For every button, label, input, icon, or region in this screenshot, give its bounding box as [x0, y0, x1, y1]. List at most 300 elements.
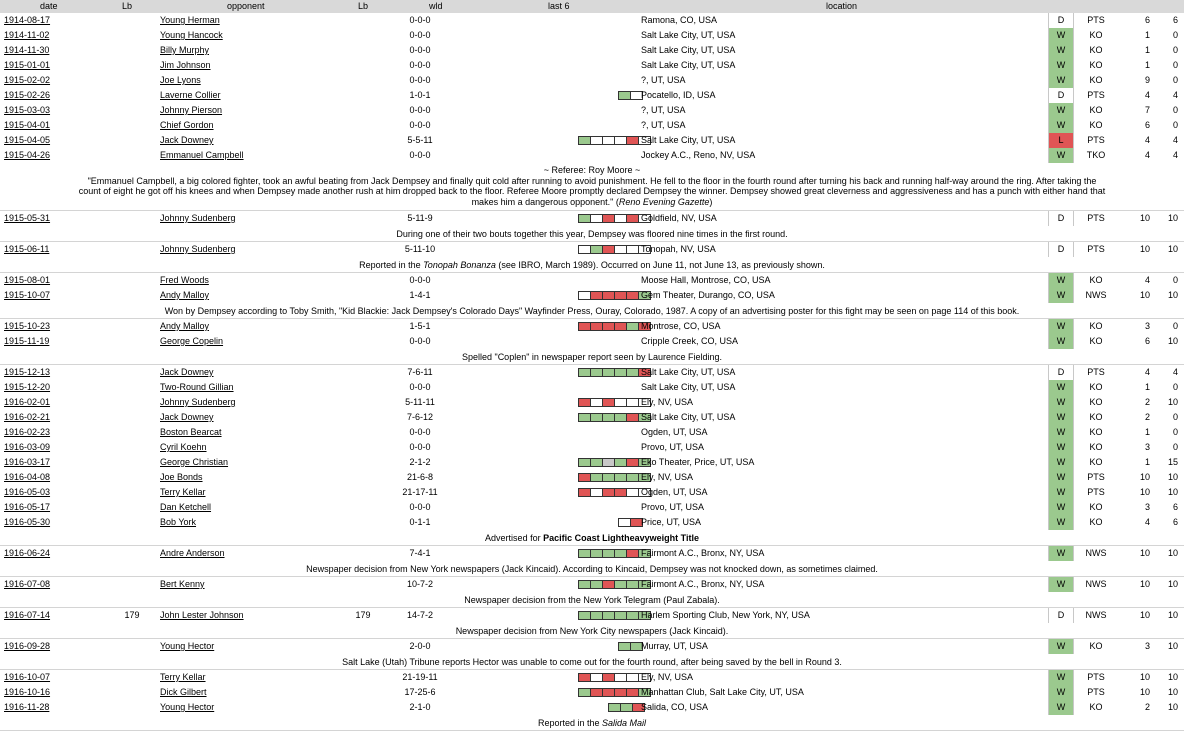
location: Salt Lake City, UT, USA [641, 30, 736, 40]
location: Provo, UT, USA [641, 442, 705, 452]
location: Price, UT, USA [641, 517, 702, 527]
opponent-link[interactable]: Dan Ketchell [160, 502, 212, 512]
column-divider [1073, 395, 1074, 410]
bout-note [0, 349, 1184, 365]
column-divider [1073, 440, 1074, 455]
scheduled-rounds: 10 [1167, 472, 1178, 482]
column-divider [1073, 500, 1074, 515]
opponent-link[interactable]: Joe Bonds [160, 472, 203, 482]
col-header-wld[interactable]: wld [429, 1, 443, 11]
location: Ogden, UT, USA [641, 427, 708, 437]
decision-type: PTS [1087, 472, 1105, 482]
table-row[interactable] [0, 670, 1184, 686]
scheduled-rounds: 0 [1172, 75, 1178, 85]
rounds: 10 [1139, 672, 1150, 682]
bout-date-link[interactable]: 1916-10-16 [4, 687, 51, 697]
bout-date-link[interactable]: 1915-04-01 [4, 120, 51, 130]
table-row[interactable] [0, 103, 1184, 119]
bout-date-link[interactable]: 1916-03-09 [4, 442, 51, 452]
result-badge: W [1049, 273, 1073, 288]
scheduled-rounds: 0 [1172, 45, 1178, 55]
rounds: 10 [1139, 687, 1150, 697]
scheduled-rounds: 10 [1167, 687, 1178, 697]
decision-type: KO [1089, 382, 1103, 392]
bout-date-link[interactable]: 1915-10-07 [4, 290, 51, 300]
decision-type: KO [1089, 30, 1103, 40]
table-row[interactable] [0, 380, 1184, 396]
table-row[interactable] [0, 608, 1184, 624]
result-badge: W [1049, 455, 1073, 470]
table-row[interactable] [0, 43, 1184, 59]
col-header-location[interactable]: location [826, 1, 858, 11]
col-header-lb[interactable]: Lb [122, 1, 133, 11]
bout-note [0, 530, 1184, 546]
bout-note-line: Reported in the Salida Mail [537, 718, 647, 728]
result-badge: W [1049, 425, 1073, 440]
scheduled-rounds: 10 [1167, 244, 1178, 254]
result-badge: D [1049, 242, 1073, 257]
table-row[interactable] [0, 211, 1184, 227]
table-row[interactable] [0, 242, 1184, 258]
bout-date-link[interactable]: 1915-11-19 [4, 336, 50, 346]
opponent-link[interactable]: Johnny Sudenberg [160, 213, 236, 223]
location: Tonopah, NV, USA [641, 244, 716, 254]
decision-type: KO [1089, 105, 1103, 115]
bout-date-link[interactable]: 1916-07-08 [4, 579, 51, 589]
last6-strip [619, 518, 643, 527]
scheduled-rounds: 0 [1172, 412, 1178, 422]
result-badge: W [1049, 440, 1073, 455]
bout-date-link[interactable]: 1915-08-01 [4, 275, 51, 285]
decision-type: KO [1089, 641, 1103, 651]
table-row[interactable] [0, 133, 1184, 149]
opponent-link[interactable]: George Christian [160, 457, 229, 467]
bout-date-link[interactable]: 1915-01-01 [4, 60, 51, 70]
scheduled-rounds: 4 [1172, 90, 1178, 100]
column-divider [1073, 685, 1074, 700]
rounds: 6 [1144, 120, 1150, 130]
col-header-lb-opponent[interactable]: Lb [358, 1, 369, 11]
result-badge: W [1049, 288, 1073, 303]
result-badge: W [1049, 470, 1073, 485]
col-header-opponent[interactable]: opponent [227, 1, 265, 11]
table-row[interactable] [0, 288, 1184, 304]
rounds: 10 [1139, 610, 1150, 620]
decision-type: PTS [1087, 213, 1105, 223]
rounds: 10 [1139, 290, 1150, 300]
opponent-link[interactable]: Terry Kellar [160, 487, 206, 497]
table-row[interactable] [0, 334, 1184, 350]
table-row[interactable] [0, 455, 1184, 471]
result-badge: W [1049, 334, 1073, 349]
opponent-link[interactable]: Cyril Koehn [160, 442, 207, 452]
rounds: 1 [1144, 427, 1150, 437]
result-badge: D [1049, 365, 1073, 380]
table-row[interactable] [0, 500, 1184, 516]
column-divider [1073, 485, 1074, 500]
scheduled-rounds: 15 [1167, 457, 1178, 467]
location: Eko Theater, Price, UT, USA [641, 457, 755, 467]
scheduled-rounds: 4 [1172, 135, 1178, 145]
column-divider [1073, 334, 1074, 349]
opponent-link[interactable]: Joe Lyons [160, 75, 201, 85]
decision-type: KO [1089, 427, 1103, 437]
bout-date-link[interactable]: 1916-06-24 [4, 548, 51, 558]
scheduled-rounds: 0 [1172, 382, 1178, 392]
decision-type: KO [1089, 60, 1103, 70]
location: Ramona, CO, USA [641, 15, 718, 25]
decision-type: PTS [1087, 672, 1105, 682]
opponent-record: 21-17-11 [402, 487, 438, 497]
bout-date-link[interactable]: 1914-11-30 [4, 45, 50, 55]
opponent-link[interactable]: Boston Bearcat [160, 427, 222, 437]
column-divider [1073, 670, 1074, 685]
opponent-record: 0-0-0 [409, 442, 431, 452]
rounds: 10 [1139, 579, 1150, 589]
result-badge: L [1049, 133, 1073, 148]
opponent-link[interactable]: Chief Gordon [160, 120, 214, 130]
table-row[interactable] [0, 700, 1184, 716]
opponent-link[interactable]: Jack Downey [160, 367, 214, 377]
table-row[interactable] [0, 410, 1184, 426]
column-divider [1073, 148, 1074, 163]
decision-type: PTS [1087, 135, 1105, 145]
bout-date-link[interactable]: 1915-02-02 [4, 75, 51, 85]
decision-type: PTS [1087, 487, 1105, 497]
column-divider [1073, 319, 1074, 334]
column-divider [1073, 546, 1074, 561]
bout-date-link[interactable]: 1916-07-14 [4, 610, 51, 620]
column-divider [1073, 410, 1074, 425]
opponent-link[interactable]: Johnny Sudenberg [160, 397, 236, 407]
opponent-link[interactable]: Fred Woods [160, 275, 209, 285]
opponent-link[interactable]: Emmanuel Campbell [160, 150, 244, 160]
bout-date-link[interactable]: 1916-02-21 [4, 412, 51, 422]
table-row[interactable] [0, 13, 1184, 29]
scheduled-rounds: 0 [1172, 427, 1178, 437]
bout-note [0, 303, 1184, 319]
opponent-record: 0-0-0 [409, 150, 431, 160]
bout-date-link[interactable]: 1916-03-17 [4, 457, 51, 467]
table-row[interactable] [0, 88, 1184, 104]
bout-date-link[interactable]: 1915-05-31 [4, 213, 51, 223]
rounds: 4 [1144, 367, 1150, 377]
result-badge: W [1049, 500, 1073, 515]
location: Fairmont A.C., Bronx, NY, USA [641, 579, 765, 589]
scheduled-rounds: 10 [1167, 579, 1178, 589]
bout-note [0, 654, 1184, 670]
table-row[interactable] [0, 485, 1184, 501]
opponent-link[interactable]: John Lester Johnson [160, 610, 244, 620]
opponent-record: 0-0-0 [409, 275, 431, 285]
result-badge: W [1049, 639, 1073, 654]
column-divider [1073, 608, 1074, 623]
decision-type: KO [1089, 75, 1103, 85]
rounds: 2 [1144, 397, 1150, 407]
rounds: 3 [1144, 321, 1150, 331]
bout-date-link[interactable]: 1916-04-08 [4, 472, 51, 482]
opponent-link[interactable]: Andy Malloy [160, 290, 210, 300]
opponent-record: 2-0-0 [409, 641, 431, 651]
opponent-record: 0-0-0 [409, 120, 431, 130]
scheduled-rounds: 0 [1172, 275, 1178, 285]
scheduled-rounds: 10 [1167, 610, 1178, 620]
result-badge: W [1049, 380, 1073, 395]
rounds: 4 [1144, 150, 1150, 160]
decision-type: NWS [1085, 290, 1107, 300]
bout-date-link[interactable]: 1915-12-20 [4, 382, 51, 392]
table-row[interactable] [0, 685, 1184, 701]
table-row[interactable] [0, 546, 1184, 562]
result-badge: W [1049, 118, 1073, 133]
opponent-link[interactable]: Dick Gilbert [160, 687, 207, 697]
table-row[interactable] [0, 73, 1184, 89]
column-divider [1073, 58, 1074, 73]
location: ?, UT, USA [641, 105, 686, 115]
scheduled-rounds: 6 [1172, 517, 1178, 527]
decision-type: PTS [1087, 687, 1105, 697]
location: Salida, CO, USA [641, 702, 709, 712]
location: Pocatello, ID, USA [641, 90, 716, 100]
bout-note-line: "Emmanuel Campbell, a big colored fighter, took an awful beating from Jack Dempsey and finally quit cold after running to avoid punishment. He fell to the floor in the fourth round after turning his back and running half-way around the ring. After taking the [87, 175, 1097, 186]
bout-note [0, 226, 1184, 242]
last6-strip [619, 91, 643, 100]
opponent-link[interactable]: Jim Johnson [160, 60, 211, 70]
opponent-link[interactable]: Young Hancock [160, 30, 223, 40]
location: Jockey A.C., Reno, NV, USA [641, 150, 756, 160]
rounds: 2 [1144, 702, 1150, 712]
bout-note-line: Salt Lake (Utah) Tribune reports Hector was unable to come out for the fourth round, after being saved by the bell in Round 3. [342, 657, 842, 667]
scheduled-rounds: 10 [1167, 672, 1178, 682]
table-row[interactable] [0, 470, 1184, 486]
opponent-link[interactable]: Young Herman [160, 15, 220, 25]
decision-type: KO [1089, 457, 1103, 467]
opponent-record: 0-1-1 [409, 517, 431, 527]
decision-type: KO [1089, 120, 1103, 130]
opponent-link[interactable]: Bert Kenny [160, 579, 205, 589]
result-badge: D [1049, 211, 1073, 226]
location: Montrose, CO, USA [641, 321, 721, 331]
column-divider [1073, 470, 1074, 485]
bout-date-link[interactable]: 1915-04-05 [4, 135, 51, 145]
bout-date-link[interactable]: 1915-03-03 [4, 105, 51, 115]
result-badge: D [1049, 13, 1073, 28]
bout-date-link[interactable]: 1914-11-02 [4, 30, 50, 40]
decision-type: NWS [1085, 579, 1107, 589]
table-row[interactable] [0, 273, 1184, 289]
col-header-last6[interactable]: last 6 [548, 1, 570, 11]
col-header-date[interactable]: date [40, 1, 58, 11]
rounds: 10 [1139, 472, 1150, 482]
opponent-link[interactable]: Jack Downey [160, 412, 214, 422]
bout-date-link[interactable]: 1916-10-07 [4, 672, 51, 682]
bout-date-link[interactable]: 1916-05-03 [4, 487, 51, 497]
table-row[interactable] [0, 515, 1184, 531]
opponent-record: 0-0-0 [409, 336, 431, 346]
opponent-link[interactable]: George Copelin [160, 336, 224, 346]
rounds: 3 [1144, 641, 1150, 651]
opponent-link[interactable]: Terry Kellar [160, 672, 206, 682]
bout-date-link[interactable]: 1915-04-26 [4, 150, 51, 160]
table-row[interactable] [0, 118, 1184, 134]
column-divider [1073, 133, 1074, 148]
boxer-weight: 179 [124, 610, 140, 620]
opponent-link[interactable]: Young Hector [160, 702, 215, 712]
result-badge: W [1049, 395, 1073, 410]
bout-date-link[interactable]: 1916-11-28 [4, 702, 50, 712]
bout-note [0, 257, 1184, 273]
bout-date-link[interactable]: 1916-02-01 [4, 397, 51, 407]
location: Fairmont A.C., Bronx, NY, USA [641, 548, 765, 558]
opponent-link[interactable]: Bob York [160, 517, 197, 527]
bout-note-line: Reported in the Tonopah Bonanza (see IBRO, March 1989). Occurred on June 11, not June 13, as previously shown. [359, 260, 825, 270]
opponent-record: 0-0-0 [409, 60, 431, 70]
opponent-link[interactable]: Andre Anderson [160, 548, 225, 558]
opponent-record: 0-0-0 [409, 105, 431, 115]
bout-note [0, 715, 1184, 731]
opponent-link[interactable]: Laverne Collier [160, 90, 221, 100]
table-row[interactable] [0, 395, 1184, 411]
result-badge: W [1049, 43, 1073, 58]
bout-note-line: Spelled "Coplen" in newspaper report seen by Laurence Fielding. [461, 352, 723, 362]
scheduled-rounds: 0 [1172, 30, 1178, 40]
rounds: 10 [1139, 213, 1150, 223]
opponent-record: 5-5-11 [407, 135, 433, 145]
opponent-record: 0-0-0 [409, 15, 431, 25]
opponent-link[interactable]: Johnny Sudenberg [160, 244, 236, 254]
column-divider [1073, 43, 1074, 58]
decision-type: KO [1089, 412, 1103, 422]
scheduled-rounds: 10 [1167, 487, 1178, 497]
bout-date-link[interactable]: 1915-10-23 [4, 321, 51, 331]
opponent-record: 2-1-0 [409, 702, 431, 712]
result-badge: W [1049, 73, 1073, 88]
opponent-record: 21-6-8 [406, 472, 433, 482]
decision-type: PTS [1087, 367, 1105, 377]
opponent-record: 0-0-0 [409, 45, 431, 55]
bout-date-link[interactable]: 1916-05-30 [4, 517, 51, 527]
column-divider [1073, 13, 1074, 28]
rounds: 2 [1144, 412, 1150, 422]
decision-type: KO [1089, 517, 1103, 527]
column-divider [1073, 242, 1074, 257]
table-row[interactable] [0, 28, 1184, 44]
table-row[interactable] [0, 319, 1184, 335]
rounds: 3 [1144, 442, 1150, 452]
result-badge: W [1049, 103, 1073, 118]
decision-type: KO [1089, 321, 1103, 331]
location: Goldfield, NV, USA [641, 213, 717, 223]
column-divider [1073, 103, 1074, 118]
location: Salt Lake City, UT, USA [641, 45, 736, 55]
decision-type: PTS [1087, 15, 1105, 25]
opponent-record: 14-7-2 [406, 610, 433, 620]
location: Salt Lake City, UT, USA [641, 412, 736, 422]
scheduled-rounds: 10 [1167, 290, 1178, 300]
bout-date-link[interactable]: 1916-05-17 [4, 502, 51, 512]
column-divider [1073, 88, 1074, 103]
rounds: 4 [1144, 517, 1150, 527]
table-row[interactable] [0, 577, 1184, 593]
bout-date-link[interactable]: 1916-09-28 [4, 641, 51, 651]
bout-note [0, 561, 1184, 577]
column-divider [1073, 73, 1074, 88]
opponent-link[interactable]: Andy Malloy [160, 321, 210, 331]
opponent-link[interactable]: Johnny Pierson [160, 105, 223, 115]
last6-strip [609, 703, 645, 712]
rounds: 1 [1144, 60, 1150, 70]
opponent-link[interactable]: Two-Round Gillian [160, 382, 234, 392]
opponent-record: 2-1-2 [409, 457, 431, 467]
table-row[interactable] [0, 639, 1184, 655]
opponent-record: 17-25-6 [404, 687, 436, 697]
rounds: 9 [1144, 75, 1150, 85]
rounds: 10 [1139, 487, 1150, 497]
bout-date-link[interactable]: 1915-06-11 [4, 244, 50, 254]
rounds: 7 [1144, 105, 1150, 115]
bout-note-line: ~ Referee: Roy Moore ~ [543, 165, 641, 175]
opponent-link[interactable]: Billy Murphy [160, 45, 210, 55]
bout-date-link[interactable]: 1915-02-26 [4, 90, 51, 100]
bout-note-line: Won by Dempsey according to Toby Smith, "Kid Blackie: Jack Dempsey's Colorado Days" Wayfinder Press, Ouray, Colorado, 1987. A copy of an advertising poster for this fight may be seen on page 114 of this book. [164, 306, 1020, 316]
column-divider [1073, 118, 1074, 133]
table-row[interactable] [0, 440, 1184, 456]
rounds: 4 [1144, 275, 1150, 285]
scheduled-rounds: 0 [1172, 321, 1178, 331]
rounds: 10 [1139, 548, 1150, 558]
opponent-link[interactable]: Young Hector [160, 641, 215, 651]
table-row[interactable] [0, 365, 1184, 381]
rounds: 1 [1144, 457, 1150, 467]
bout-note-line: makes him a dangerous opponent." (Reno Evening Gazette) [471, 196, 713, 207]
rounds: 6 [1144, 15, 1150, 25]
result-badge: W [1049, 577, 1073, 592]
rounds: 6 [1144, 336, 1150, 346]
scheduled-rounds: 6 [1172, 502, 1178, 512]
table-row[interactable] [0, 58, 1184, 74]
opponent-link[interactable]: Jack Downey [160, 135, 214, 145]
result-badge: W [1049, 410, 1073, 425]
table-row[interactable] [0, 148, 1184, 164]
result-badge: W [1049, 58, 1073, 73]
opponent-record: 0-0-0 [409, 30, 431, 40]
scheduled-rounds: 10 [1167, 213, 1178, 223]
bout-note-line: Newspaper decision from New York City newspapers (Jack Kincaid). [455, 626, 729, 636]
scheduled-rounds: 10 [1167, 641, 1178, 651]
bout-date-link[interactable]: 1915-12-13 [4, 367, 51, 377]
rounds: 1 [1144, 30, 1150, 40]
result-badge: W [1049, 148, 1073, 163]
bout-note-line: Advertised for Pacific Coast Lightheavyweight Title [485, 533, 699, 543]
result-badge: W [1049, 485, 1073, 500]
bout-note [0, 592, 1184, 608]
bout-date-link[interactable]: 1914-08-17 [4, 15, 51, 25]
opponent-record: 5-11-10 [404, 244, 436, 254]
table-row[interactable] [0, 425, 1184, 441]
scheduled-rounds: 10 [1167, 336, 1178, 346]
rounds: 4 [1144, 90, 1150, 100]
column-divider [1073, 28, 1074, 43]
bout-note [0, 163, 1184, 211]
location: Salt Lake City, UT, USA [641, 135, 736, 145]
column-divider [1073, 425, 1074, 440]
result-badge: D [1049, 88, 1073, 103]
column-divider [1073, 455, 1074, 470]
column-divider [1073, 700, 1074, 715]
opponent-weight: 179 [355, 610, 371, 620]
bout-date-link[interactable]: 1916-02-23 [4, 427, 51, 437]
location: Ogden, UT, USA [641, 487, 708, 497]
